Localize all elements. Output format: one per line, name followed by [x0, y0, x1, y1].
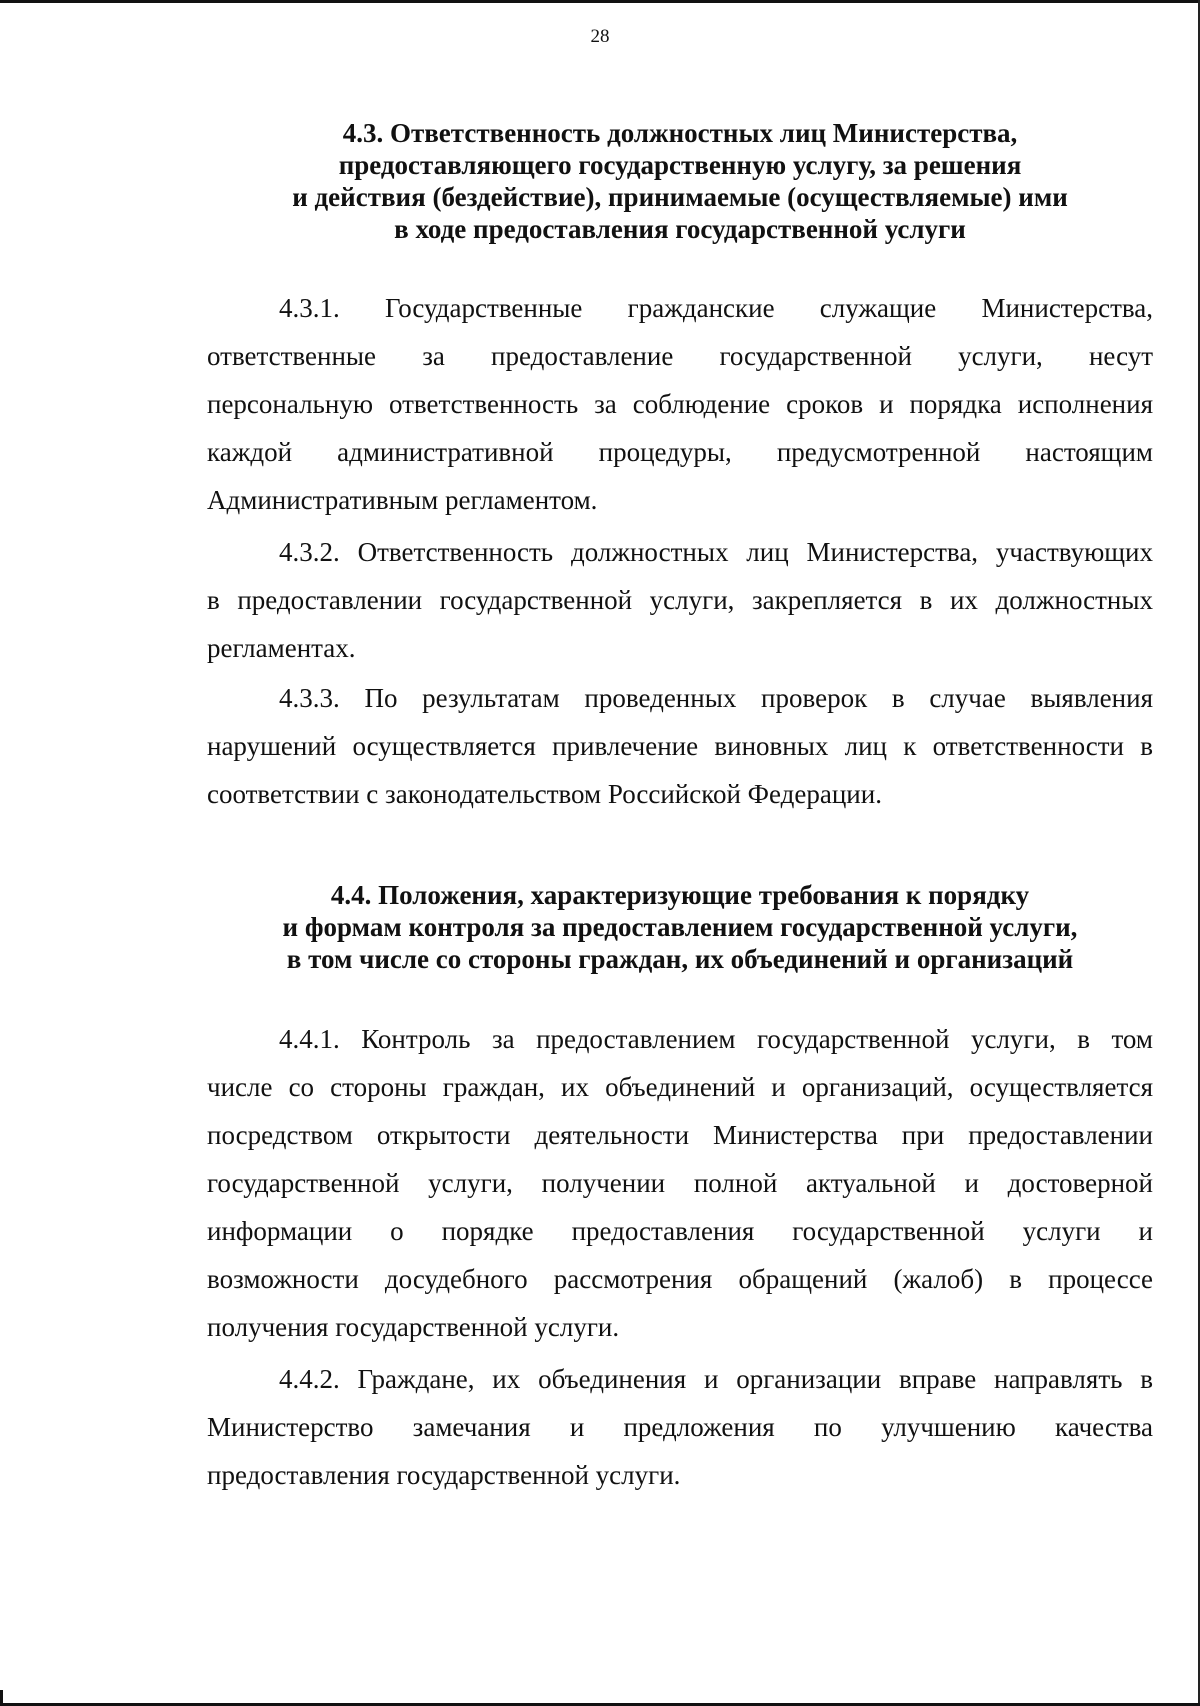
text-line: в предоставлении государственной услуги, закрепляется в их должностных — [207, 585, 1153, 615]
paragraph-4-3-1 — [207, 284, 1153, 524]
heading-line: 4.3. Ответственность должностных лиц Министерства, — [342, 118, 1018, 148]
heading-line: и формам контроля за предоставлением государственной услуги, — [282, 912, 1078, 942]
heading-line: предоставляющего государственную услугу, за решения — [338, 150, 1022, 180]
page-number: 28 — [590, 26, 610, 47]
text-line: 4.4.2. Граждане, их объединения и организации вправе направлять в — [279, 1364, 1153, 1394]
text-line: предоставления государственной услуги. — [207, 1460, 681, 1490]
heading-line: 4.4. Положения, характеризующие требования к порядку — [330, 880, 1030, 910]
section-4-4-heading — [207, 879, 1153, 975]
heading-line: и действия (бездействие), принимаемые (осуществляемые) ими — [292, 182, 1068, 212]
paragraph-4-4-2 — [207, 1355, 1153, 1499]
text-line: соответствии с законодательством Российской Федерации. — [207, 779, 882, 809]
paragraph-4-3-3 — [207, 674, 1153, 818]
scan-edge-top — [0, 0, 1200, 3]
text-line: регламентах. — [207, 633, 356, 663]
text-line: информации о порядке предоставления государственной услуги и — [207, 1216, 1153, 1246]
text-line: 4.4.1. Контроль за предоставлением государственной услуги, в том — [279, 1024, 1153, 1054]
text-line: Министерство замечания и предложения по улучшению качества — [207, 1412, 1153, 1442]
text-line: персональную ответственность за соблюдение сроков и порядка исполнения — [207, 389, 1153, 419]
text-line: Административным регламентом. — [207, 485, 598, 515]
paragraph-4-4-1 — [207, 1015, 1153, 1351]
text-line: получения государственной услуги. — [207, 1312, 620, 1342]
text-line: каждой административной процедуры, предусмотренной настоящим — [207, 437, 1153, 467]
text-line: числе со стороны граждан, их объединений и организаций, осуществляется — [207, 1072, 1153, 1102]
text-line: нарушений осуществляется привлечение виновных лиц к ответственности в — [207, 731, 1153, 761]
text-line: посредством открытости деятельности Министерства при предоставлении — [207, 1120, 1153, 1150]
text-line: 4.3.2. Ответственность должностных лиц Министерства, участвующих — [279, 537, 1153, 567]
section-4-3-heading — [207, 117, 1153, 245]
heading-line: в ходе предоставления государственной услуги — [394, 214, 966, 244]
scan-edge-left — [0, 1690, 3, 1706]
paragraph-4-3-2 — [207, 528, 1153, 672]
text-line: ответственные за предоставление государственной услуги, несут — [207, 341, 1153, 371]
text-line: государственной услуги, получении полной актуальной и достоверной — [207, 1168, 1153, 1198]
text-line: 4.3.1. Государственные гражданские служащие Министерства, — [279, 293, 1153, 323]
text-line: возможности досудебного рассмотрения обращений (жалоб) в процессе — [207, 1264, 1153, 1294]
text-line: 4.3.3. По результатам проведенных проверок в случае выявления — [279, 683, 1153, 713]
heading-line: в том числе со стороны граждан, их объединений и организаций — [286, 944, 1074, 974]
